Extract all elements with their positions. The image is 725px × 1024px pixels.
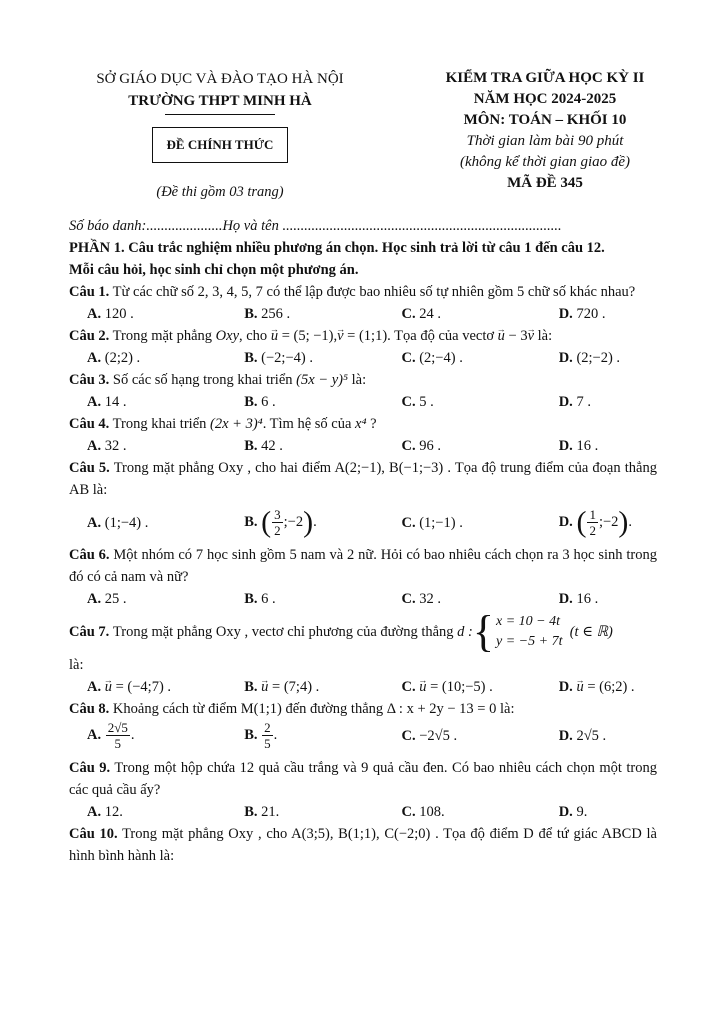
- option-c[interactable]: C. −2√5 .: [401, 727, 458, 744]
- option-d[interactable]: D. 720 .: [558, 306, 606, 322]
- option-d[interactable]: D. 7 .: [558, 394, 591, 410]
- option-d[interactable]: D. 16 .: [558, 591, 599, 607]
- fraction: $\frac{1}{2}$: [589, 507, 596, 538]
- question-10: Câu 10. Trong mặt phẳng Oxy , cho A(3;5), B(1;1), C(−2;0) . Tọa độ điểm D để tứ giác ABCD là hình bình hành là:: [69, 826, 657, 864]
- school-name: TRƯỜNG THPT MINH HÀ: [128, 93, 312, 109]
- option-d[interactable]: D. ( $\frac{1}{2}$ ;−2).: [558, 505, 633, 539]
- question-2: Câu 2. Trong mặt phẳng Oxy, cho → u = (5; −1),→ v = (1;1). Tọa độ của vectơ → u − 3→ v là:: [69, 325, 657, 347]
- question-6: Câu 6. Một nhóm có 7 học sinh gồm 5 nam và 2 nữ. Hỏi có bao nhiêu cách chọn ra 3 học sinh trong đó có cả nam và nữ?: [69, 547, 657, 585]
- option-c[interactable]: C. (2;−4) .: [401, 350, 463, 366]
- option-a[interactable]: A. 120 .: [87, 306, 134, 322]
- options-2: [69, 347, 657, 369]
- option-b[interactable]: B. 6 .: [244, 394, 276, 410]
- header-left: [60, 68, 380, 203]
- option-b[interactable]: B. 21.: [244, 804, 280, 820]
- school-year: NĂM HỌC 2024-2025: [473, 91, 617, 107]
- fraction: $\frac{3}{2}$: [274, 507, 281, 538]
- question-7: Câu 7. Trong mặt phẳng Oxy , vectơ chỉ phương của đường thẳng d : { x = 10 − 4t y = −5 + 7t (t ∈ ℝ): [69, 607, 613, 656]
- options-3: [69, 391, 657, 413]
- options-8: [69, 720, 657, 751]
- part1-subheading: Mỗi câu hỏi, học sinh chỉ chọn một phương án.: [69, 262, 359, 278]
- options-7: [69, 676, 657, 698]
- question-8: Câu 8. Khoảng cách từ điểm M(1;1) đến đường thẳng Δ : x + 2y − 13 = 0 là:: [69, 701, 515, 717]
- question-5: Câu 5. Trong mặt phẳng Oxy , cho hai điểm A(2;−1), B(−1;−3) . Tọa độ trung điểm của đoạn thẳng AB là:: [69, 460, 657, 498]
- department-name: SỞ GIÁO DỤC VÀ ĐÀO TẠO HÀ NỘI: [96, 71, 344, 87]
- option-c[interactable]: C. 108.: [401, 804, 445, 820]
- option-a[interactable]: A. (2;2) .: [87, 350, 141, 366]
- option-a[interactable]: A. 12.: [87, 804, 123, 820]
- header-right: [395, 68, 695, 194]
- exam-code: MÃ ĐỀ 345: [507, 175, 583, 191]
- official-badge: ĐỀ CHÍNH THỨC: [152, 127, 289, 163]
- question-text: Từ các chữ số 2, 3, 4, 5, 7 có thể lập được bao nhiêu số tự nhiên gồm 5 chữ số khác nhau?: [112, 284, 636, 300]
- question-3: Câu 3. Số các số hạng trong khai triển (5x − y)⁵ là:: [69, 372, 367, 388]
- option-c[interactable]: C. 24 .: [401, 306, 441, 322]
- option-c[interactable]: C. (1;−1) .: [401, 514, 463, 531]
- option-a[interactable]: A. 25 .: [87, 591, 127, 607]
- option-d[interactable]: D. (2;−2) .: [558, 350, 621, 366]
- option-b[interactable]: B. 42 .: [244, 438, 283, 454]
- duration-note: (không kể thời gian giao đề): [459, 154, 631, 170]
- options-1: [69, 303, 657, 325]
- question-9: Câu 9. Trong một hộp chứa 12 quả cầu trắng và 9 quả cầu đen. Có bao nhiêu cách chọn một trong các quả cầu ấy?: [69, 760, 657, 798]
- equation-system: { x = 10 − 4t y = −5 + 7t: [472, 607, 563, 656]
- options-5: [69, 507, 657, 538]
- header-divider: [165, 114, 275, 115]
- option-c[interactable]: C. → u = (10;−5) .: [401, 676, 558, 698]
- option-c[interactable]: C. 5 .: [401, 394, 434, 410]
- option-c[interactable]: C. 32 .: [401, 591, 441, 607]
- pages-note: (Đề thi gồm 03 trang): [156, 184, 284, 200]
- exam-content: Số báo danh:.....................Họ và tên ............................................................................. PHẦN 1. Câu trắc nghiệm nhiều phương án chọn. Học sinh trả lời từ câu 1 đến câu 12. Mỗi câu hỏi, học sinh chỉ chọn một phương án. Câu 1. Từ các chữ số 2, 3, 4, 5, 7 có thể lập được bao nhiêu số tự nhiên gồm 5 chữ số khác nhau? A. 120 . B. 256 . C. 24 . D. 720 . Câu 2. Trong mặt phẳng Oxy, cho → u = (5; −1),→ v = (1;1). Tọa độ của vectơ → u − 3→ v là: A. (2;2) . B. (−2;−4) . C. (2;−4) . D. (2;−2) . Câu 3. Số các số hạng trong khai triển (5x − y)⁵ là: A. 14 . B. 6 . C. 5 . D. 7 . Câu 4. Trong khai triển (2x + 3)⁴. Tìm hệ số của x⁴ ? A. 32 . B. 42 . C. 96 . D. 16 . Câu 5. Trong mặt phẳng Oxy , cho hai điểm A(2;−1), B(−1;−3) . Tọa độ trung điểm của đoạn thẳng AB là: A. (1;−4) . B. ( $\frac{3}{2}$ ;−2). C. (1;−1) . D. ( $\frac{1}{2}$ ;−2). Câu 6. Một nhóm có 7 học sinh gồm 5 nam và 2 nữ. Hỏi có bao nhiêu cách chọn ra 3 học sinh trong đó có cả nam và nữ? A. 25 . B. 6 . C. 32 . D. 16 . Câu 7. Trong mặt phẳng Oxy , vectơ chỉ phương của đường thẳng d : { x = 10 − 4t y = −5 + 7t (t ∈ ℝ) là: A. → u = (−4;7) . B. → u = (7;4) . C. → u = (10;−5) . D. → u = (6;2) . Câu 8. Khoảng cách từ điểm M(1;1) đến đường thẳng Δ : x + 2y − 13 = 0 là: A. $\frac{2√5}{5}$ . B. $\frac{2}{5}$ . C. −2√5 . D. 2√5 . Câu 9. Trong một hộp chứa 12 quả cầu trắng và 9 quả cầu đen. Có bao nhiêu cách chọn một trong các quả cầu ấy? A. 12. B. 21. C. 108. D. 9. Câu 10. Trong mặt phẳng Oxy , cho A(3;5), B(1;1), C(−2;0) . Tọa độ điểm D để tứ giác ABCD là hình bình hành là:: [69, 215, 657, 867]
- question-label: Câu 1.: [69, 284, 110, 300]
- option-a[interactable]: A. → u = (−4;7) .: [87, 676, 244, 698]
- subject: MÔN: TOÁN – KHỐI 10: [463, 112, 627, 128]
- option-a[interactable]: A. $\frac{2√5}{5}$ .: [87, 720, 135, 751]
- option-c[interactable]: C. 96 .: [401, 438, 441, 454]
- exam-title: KIỂM TRA GIỮA HỌC KỲ II: [445, 70, 645, 86]
- options-6: [69, 588, 657, 610]
- option-d[interactable]: D. 9.: [558, 804, 588, 820]
- option-d[interactable]: D. 2√5 .: [558, 727, 607, 744]
- option-b[interactable]: B. $\frac{2}{5}$ .: [244, 720, 278, 751]
- option-a[interactable]: A. 14 .: [87, 394, 127, 410]
- option-a[interactable]: A. 32 .: [87, 438, 127, 454]
- option-a[interactable]: A. (1;−4) .: [87, 514, 149, 531]
- option-b[interactable]: B. 256 .: [244, 306, 291, 322]
- option-b[interactable]: B. → u = (7;4) .: [244, 676, 401, 698]
- options-9: [69, 801, 657, 823]
- option-b[interactable]: B. 6 .: [244, 591, 276, 607]
- option-b[interactable]: B. ( $\frac{3}{2}$ ;−2).: [244, 505, 317, 539]
- candidate-line: Số báo danh:.....................Họ và tên .............................................................................: [69, 218, 562, 234]
- duration: Thời gian làm bài 90 phút: [466, 133, 624, 149]
- option-b[interactable]: B. (−2;−4) .: [244, 350, 313, 366]
- option-d[interactable]: D. 16 .: [558, 438, 599, 454]
- question-1: [69, 281, 657, 303]
- options-4: [69, 435, 657, 457]
- part1-heading: PHẦN 1. Câu trắc nghiệm nhiều phương án chọn. Học sinh trả lời từ câu 1 đến câu 12.: [69, 240, 605, 256]
- question-4: Câu 4. Trong khai triển (2x + 3)⁴. Tìm hệ số của x⁴ ?: [69, 416, 377, 432]
- option-d[interactable]: D. → u = (6;2) .: [559, 676, 657, 698]
